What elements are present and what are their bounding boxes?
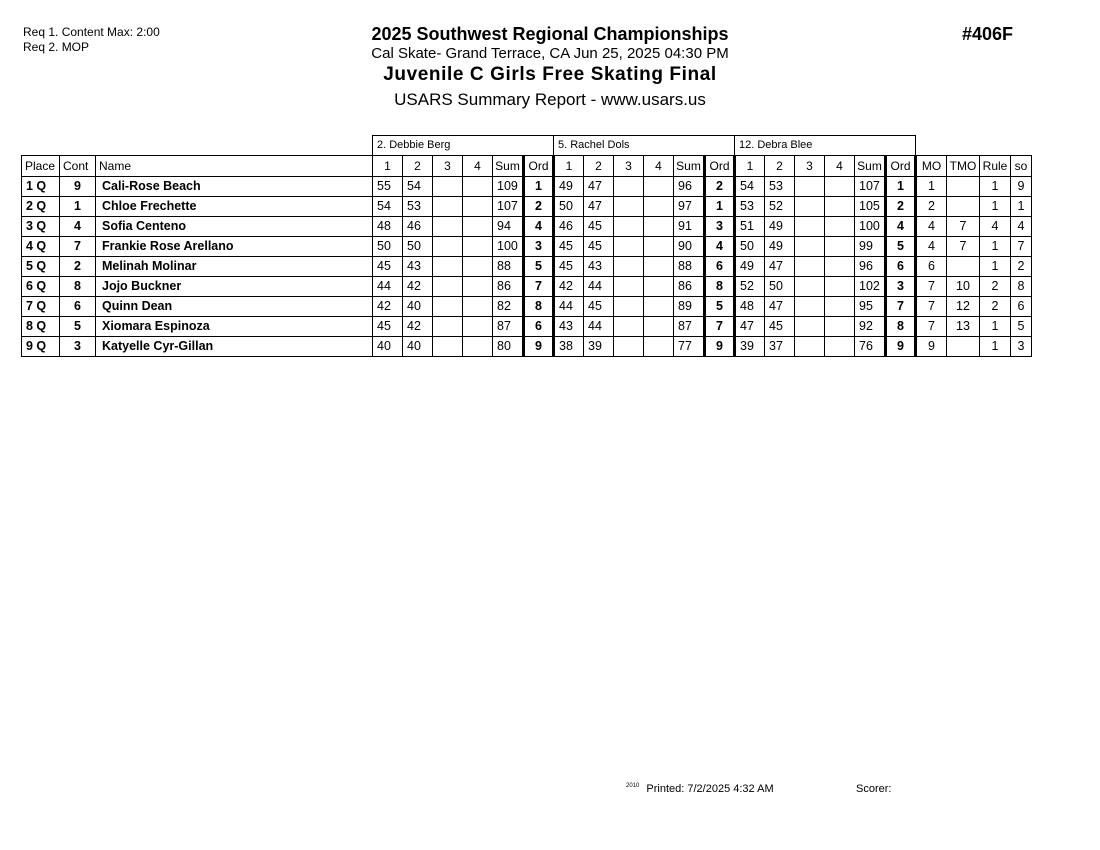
so-cell: 8 <box>1011 277 1032 297</box>
judge1-score2-cell: 54 <box>403 177 433 197</box>
judge1-score4-cell <box>463 217 493 237</box>
col-judge3-s1: 1 <box>735 156 765 177</box>
judge2-score2-cell: 45 <box>584 237 614 257</box>
judge2-score3-cell <box>614 297 644 317</box>
judge1-ordinal-cell: 3 <box>524 237 554 257</box>
skater-name-cell: Katyelle Cyr-Gillan <box>96 337 373 357</box>
judge1-ordinal-cell: 8 <box>524 297 554 317</box>
judge3-score1-cell: 52 <box>735 277 765 297</box>
col-judge3-s4: 4 <box>825 156 855 177</box>
table-row <box>22 277 1032 297</box>
judge-2-name: 5. Rachel Dols <box>554 136 735 156</box>
so-cell: 3 <box>1011 337 1032 357</box>
contestant-number-cell: 8 <box>60 277 96 297</box>
judge1-score3-cell <box>433 277 463 297</box>
judge2-ordinal-cell: 4 <box>705 237 735 257</box>
mo-cell: 4 <box>916 217 947 237</box>
judge3-score1-cell: 48 <box>735 297 765 317</box>
judge2-score3-cell <box>614 277 644 297</box>
col-judge3-ord: Ord <box>886 156 916 177</box>
judge2-score2-cell: 43 <box>584 257 614 277</box>
so-cell: 1 <box>1011 197 1032 217</box>
skater-name-cell: Quinn Dean <box>96 297 373 317</box>
skater-name-cell: Jojo Buckner <box>96 277 373 297</box>
rule-cell: 2 <box>980 297 1011 317</box>
judge3-ordinal-cell: 2 <box>886 197 916 217</box>
judge2-score3-cell <box>614 337 644 357</box>
judge1-score3-cell <box>433 337 463 357</box>
rule-cell: 2 <box>980 277 1011 297</box>
judge2-score1-cell: 43 <box>554 317 584 337</box>
col-judge3-s2: 2 <box>765 156 795 177</box>
judge3-score2-cell: 49 <box>765 237 795 257</box>
requirement-1: Req 1. Content Max: 2:00 <box>23 25 160 39</box>
judge2-score4-cell <box>644 237 674 257</box>
judge2-score1-cell: 44 <box>554 297 584 317</box>
judge3-ordinal-cell: 9 <box>886 337 916 357</box>
place-cell: 2 Q <box>22 197 60 217</box>
judge3-score3-cell <box>795 197 825 217</box>
judge1-score1-cell: 45 <box>373 317 403 337</box>
judge1-ordinal-cell: 1 <box>524 177 554 197</box>
col-tmo: TMO <box>947 156 980 177</box>
judge2-score1-cell: 42 <box>554 277 584 297</box>
table-row <box>22 197 1032 217</box>
judge2-ordinal-cell: 6 <box>705 257 735 277</box>
judge1-score4-cell <box>463 317 493 337</box>
col-rule: Rule <box>980 156 1011 177</box>
judge1-score2-cell: 40 <box>403 297 433 317</box>
judge2-score2-cell: 44 <box>584 277 614 297</box>
judge3-score3-cell <box>795 337 825 357</box>
tmo-cell: 7 <box>947 237 980 257</box>
judge1-ordinal-cell: 5 <box>524 257 554 277</box>
so-cell: 5 <box>1011 317 1032 337</box>
judge1-score3-cell <box>433 317 463 337</box>
place-cell: 5 Q <box>22 257 60 277</box>
judge3-sum-cell: 76 <box>855 337 886 357</box>
judge3-score4-cell <box>825 177 855 197</box>
judge3-score2-cell: 50 <box>765 277 795 297</box>
col-judge2-s4: 4 <box>644 156 674 177</box>
column-header-row <box>22 156 1032 177</box>
judge1-score4-cell <box>463 337 493 357</box>
mo-cell: 4 <box>916 237 947 257</box>
judge1-score3-cell <box>433 177 463 197</box>
skater-name-cell: Chloe Frechette <box>96 197 373 217</box>
table-row <box>22 237 1032 257</box>
col-judge1-s2: 2 <box>403 156 433 177</box>
judge2-score4-cell <box>644 197 674 217</box>
judge1-score4-cell <box>463 297 493 317</box>
judge3-score1-cell: 54 <box>735 177 765 197</box>
judge2-score1-cell: 49 <box>554 177 584 197</box>
col-mo: MO <box>916 156 947 177</box>
mo-cell: 2 <box>916 197 947 217</box>
judge2-sum-cell: 88 <box>674 257 705 277</box>
event-number: #406F <box>962 24 1014 44</box>
judge3-sum-cell: 105 <box>855 197 886 217</box>
judge2-sum-cell: 87 <box>674 317 705 337</box>
place-cell: 3 Q <box>22 217 60 237</box>
judge1-sum-cell: 109 <box>493 177 524 197</box>
col-judge2-s2: 2 <box>584 156 614 177</box>
judge3-sum-cell: 100 <box>855 217 886 237</box>
judge2-ordinal-cell: 3 <box>705 217 735 237</box>
rule-cell: 4 <box>980 217 1011 237</box>
judge1-score4-cell <box>463 277 493 297</box>
col-place: Place <box>22 156 60 177</box>
judge2-score2-cell: 45 <box>584 217 614 237</box>
mo-cell: 7 <box>916 317 947 337</box>
judge2-score3-cell <box>614 197 644 217</box>
judge3-score2-cell: 49 <box>765 217 795 237</box>
tmo-cell <box>947 197 980 217</box>
so-cell: 4 <box>1011 217 1032 237</box>
judge3-score1-cell: 49 <box>735 257 765 277</box>
col-so: so <box>1011 156 1032 177</box>
judge2-score3-cell <box>614 177 644 197</box>
tmo-cell <box>947 257 980 277</box>
contestant-number-cell: 9 <box>60 177 96 197</box>
col-name: Name <box>96 156 373 177</box>
judge1-score1-cell: 42 <box>373 297 403 317</box>
judge3-ordinal-cell: 7 <box>886 297 916 317</box>
judge3-sum-cell: 95 <box>855 297 886 317</box>
judge3-score2-cell: 52 <box>765 197 795 217</box>
judge3-score4-cell <box>825 277 855 297</box>
mo-cell: 6 <box>916 257 947 277</box>
so-cell: 6 <box>1011 297 1032 317</box>
judge3-score3-cell <box>795 177 825 197</box>
judge2-ordinal-cell: 9 <box>705 337 735 357</box>
judge1-ordinal-cell: 7 <box>524 277 554 297</box>
judge2-score1-cell: 50 <box>554 197 584 217</box>
judge2-score3-cell <box>614 217 644 237</box>
judge3-ordinal-cell: 1 <box>886 177 916 197</box>
skater-name-cell: Cali-Rose Beach <box>96 177 373 197</box>
judge2-score4-cell <box>644 177 674 197</box>
judge1-score1-cell: 45 <box>373 257 403 277</box>
judge1-ordinal-cell: 6 <box>524 317 554 337</box>
judge3-score2-cell: 37 <box>765 337 795 357</box>
contestant-number-cell: 6 <box>60 297 96 317</box>
judge2-sum-cell: 97 <box>674 197 705 217</box>
rule-cell: 1 <box>980 317 1011 337</box>
place-cell: 7 Q <box>22 297 60 317</box>
judge1-score4-cell <box>463 257 493 277</box>
judge3-score4-cell <box>825 237 855 257</box>
tmo-cell: 7 <box>947 217 980 237</box>
judge2-sum-cell: 91 <box>674 217 705 237</box>
judge1-score2-cell: 42 <box>403 277 433 297</box>
skater-name-cell: Xiomara Espinoza <box>96 317 373 337</box>
judge2-sum-cell: 77 <box>674 337 705 357</box>
judge1-score3-cell <box>433 257 463 277</box>
judge3-score4-cell <box>825 337 855 357</box>
contestant-number-cell: 1 <box>60 197 96 217</box>
skater-name-cell: Sofia Centeno <box>96 217 373 237</box>
judge2-score3-cell <box>614 317 644 337</box>
skater-name-cell: Melinah Molinar <box>96 257 373 277</box>
judge2-ordinal-cell: 8 <box>705 277 735 297</box>
judge1-sum-cell: 82 <box>493 297 524 317</box>
mo-cell: 7 <box>916 297 947 317</box>
judge3-score1-cell: 50 <box>735 237 765 257</box>
judge3-ordinal-cell: 3 <box>886 277 916 297</box>
footer-printed <box>626 783 774 795</box>
judge2-score4-cell <box>644 277 674 297</box>
place-cell: 1 Q <box>22 177 60 197</box>
judge1-score2-cell: 53 <box>403 197 433 217</box>
results-table <box>21 135 1032 357</box>
contestant-number-cell: 7 <box>60 237 96 257</box>
judge2-sum-cell: 90 <box>674 237 705 257</box>
judge1-sum-cell: 80 <box>493 337 524 357</box>
judge3-score3-cell <box>795 237 825 257</box>
table-row <box>22 317 1032 337</box>
judge1-ordinal-cell: 2 <box>524 197 554 217</box>
location-date: Cal Skate- Grand Terrace, CA Jun 25, 2025 04:30 PM <box>371 45 729 62</box>
judge1-sum-cell: 87 <box>493 317 524 337</box>
judge2-score4-cell <box>644 257 674 277</box>
place-cell: 4 Q <box>22 237 60 257</box>
tmo-cell: 10 <box>947 277 980 297</box>
judge3-sum-cell: 96 <box>855 257 886 277</box>
rule-cell: 1 <box>980 237 1011 257</box>
judge1-score1-cell: 40 <box>373 337 403 357</box>
report-title: USARS Summary Report - www.usars.us <box>394 90 706 109</box>
col-judge1-s1: 1 <box>373 156 403 177</box>
judge1-score3-cell <box>433 197 463 217</box>
skater-name-cell: Frankie Rose Arellano <box>96 237 373 257</box>
col-judge1-s3: 3 <box>433 156 463 177</box>
table-row <box>22 177 1032 197</box>
judge3-score3-cell <box>795 317 825 337</box>
col-judge2-s3: 3 <box>614 156 644 177</box>
place-cell: 8 Q <box>22 317 60 337</box>
judge3-score3-cell <box>795 277 825 297</box>
col-judge1-s4: 4 <box>463 156 493 177</box>
judge3-sum-cell: 99 <box>855 237 886 257</box>
judge3-score2-cell: 53 <box>765 177 795 197</box>
judge-3-name: 12. Debra Blee <box>735 136 916 156</box>
place-cell: 6 Q <box>22 277 60 297</box>
judge2-score2-cell: 47 <box>584 177 614 197</box>
judge2-score4-cell <box>644 337 674 357</box>
judge3-score2-cell: 47 <box>765 257 795 277</box>
tmo-cell: 13 <box>947 317 980 337</box>
judge1-score4-cell <box>463 197 493 217</box>
judge1-sum-cell: 86 <box>493 277 524 297</box>
so-cell: 2 <box>1011 257 1032 277</box>
competition-title: 2025 Southwest Regional Championships <box>371 24 729 44</box>
judge1-score2-cell: 43 <box>403 257 433 277</box>
judge3-score1-cell: 47 <box>735 317 765 337</box>
judge3-ordinal-cell: 4 <box>886 217 916 237</box>
judge3-ordinal-cell: 8 <box>886 317 916 337</box>
judge2-ordinal-cell: 2 <box>705 177 735 197</box>
event-name: Juvenile C Girls Free Skating Final <box>383 64 717 85</box>
contestant-number-cell: 4 <box>60 217 96 237</box>
judge1-score1-cell: 55 <box>373 177 403 197</box>
so-cell: 7 <box>1011 237 1032 257</box>
col-judge3-sum: Sum <box>855 156 886 177</box>
judge3-score2-cell: 45 <box>765 317 795 337</box>
judge3-score4-cell <box>825 257 855 277</box>
mo-cell: 9 <box>916 337 947 357</box>
judge2-sum-cell: 89 <box>674 297 705 317</box>
judge2-score4-cell <box>644 217 674 237</box>
col-judge1-sum: Sum <box>493 156 524 177</box>
judge2-score3-cell <box>614 237 644 257</box>
requirement-2: Req 2. MOP <box>23 40 90 54</box>
judge1-score2-cell: 46 <box>403 217 433 237</box>
judge2-ordinal-cell: 7 <box>705 317 735 337</box>
judge2-score4-cell <box>644 297 674 317</box>
judge3-ordinal-cell: 6 <box>886 257 916 277</box>
judge3-score3-cell <box>795 297 825 317</box>
table-row <box>22 217 1032 237</box>
judge2-sum-cell: 86 <box>674 277 705 297</box>
judge2-score2-cell: 44 <box>584 317 614 337</box>
judge3-sum-cell: 107 <box>855 177 886 197</box>
judge2-score3-cell <box>614 257 644 277</box>
judge1-sum-cell: 100 <box>493 237 524 257</box>
judge1-score1-cell: 48 <box>373 217 403 237</box>
judge3-score3-cell <box>795 217 825 237</box>
col-cont: Cont <box>60 156 96 177</box>
mo-cell: 7 <box>916 277 947 297</box>
judge2-score2-cell: 47 <box>584 197 614 217</box>
judge1-sum-cell: 88 <box>493 257 524 277</box>
judge2-score1-cell: 45 <box>554 237 584 257</box>
judge3-score4-cell <box>825 297 855 317</box>
judge1-score1-cell: 50 <box>373 237 403 257</box>
judge3-score4-cell <box>825 197 855 217</box>
tmo-cell: 12 <box>947 297 980 317</box>
rule-cell: 1 <box>980 197 1011 217</box>
judge3-score1-cell: 53 <box>735 197 765 217</box>
judge3-score4-cell <box>825 217 855 237</box>
judge2-sum-cell: 96 <box>674 177 705 197</box>
judge1-score4-cell <box>463 177 493 197</box>
judge1-score2-cell: 42 <box>403 317 433 337</box>
judge1-sum-cell: 107 <box>493 197 524 217</box>
contestant-number-cell: 2 <box>60 257 96 277</box>
contestant-number-cell: 5 <box>60 317 96 337</box>
table-row <box>22 257 1032 277</box>
judge2-score1-cell: 45 <box>554 257 584 277</box>
judge-1-name: 2. Debbie Berg <box>373 136 554 156</box>
judge2-ordinal-cell: 5 <box>705 297 735 317</box>
judge1-score3-cell <box>433 237 463 257</box>
col-judge1-ord: Ord <box>524 156 554 177</box>
judge1-score2-cell: 40 <box>403 337 433 357</box>
col-judge2-ord: Ord <box>705 156 735 177</box>
judge2-score1-cell: 46 <box>554 217 584 237</box>
judge1-score1-cell: 44 <box>373 277 403 297</box>
tmo-cell <box>947 177 980 197</box>
requirements <box>23 25 160 55</box>
judge1-score2-cell: 50 <box>403 237 433 257</box>
judge3-ordinal-cell: 5 <box>886 237 916 257</box>
scorer-label: Scorer: <box>856 783 892 795</box>
judge1-score1-cell: 54 <box>373 197 403 217</box>
rule-cell: 1 <box>980 177 1011 197</box>
contestant-number-cell: 3 <box>60 337 96 357</box>
judge3-sum-cell: 92 <box>855 317 886 337</box>
rule-cell: 1 <box>980 337 1011 357</box>
so-cell: 9 <box>1011 177 1032 197</box>
table-row <box>22 297 1032 317</box>
mo-cell: 1 <box>916 177 947 197</box>
judge1-ordinal-cell: 4 <box>524 217 554 237</box>
judge3-score1-cell: 51 <box>735 217 765 237</box>
judge1-score3-cell <box>433 217 463 237</box>
judge1-ordinal-cell: 9 <box>524 337 554 357</box>
judge2-ordinal-cell: 1 <box>705 197 735 217</box>
version-mark: 2010 <box>626 783 640 789</box>
judge1-sum-cell: 94 <box>493 217 524 237</box>
judge1-score4-cell <box>463 237 493 257</box>
col-judge3-s3: 3 <box>795 156 825 177</box>
judge3-score2-cell: 47 <box>765 297 795 317</box>
table-row <box>22 337 1032 357</box>
judge3-score1-cell: 39 <box>735 337 765 357</box>
judge2-score4-cell <box>644 317 674 337</box>
judge1-score3-cell <box>433 297 463 317</box>
tmo-cell <box>947 337 980 357</box>
judge3-score4-cell <box>825 317 855 337</box>
judge2-score2-cell: 45 <box>584 297 614 317</box>
rule-cell: 1 <box>980 257 1011 277</box>
judge2-score1-cell: 38 <box>554 337 584 357</box>
place-cell: 9 Q <box>22 337 60 357</box>
judges-header-row <box>22 136 1032 156</box>
col-judge2-sum: Sum <box>674 156 705 177</box>
col-judge2-s1: 1 <box>554 156 584 177</box>
judge3-sum-cell: 102 <box>855 277 886 297</box>
judge3-score3-cell <box>795 257 825 277</box>
judge2-score2-cell: 39 <box>584 337 614 357</box>
printed-timestamp: Printed: 7/2/2025 4:32 AM <box>646 783 774 795</box>
